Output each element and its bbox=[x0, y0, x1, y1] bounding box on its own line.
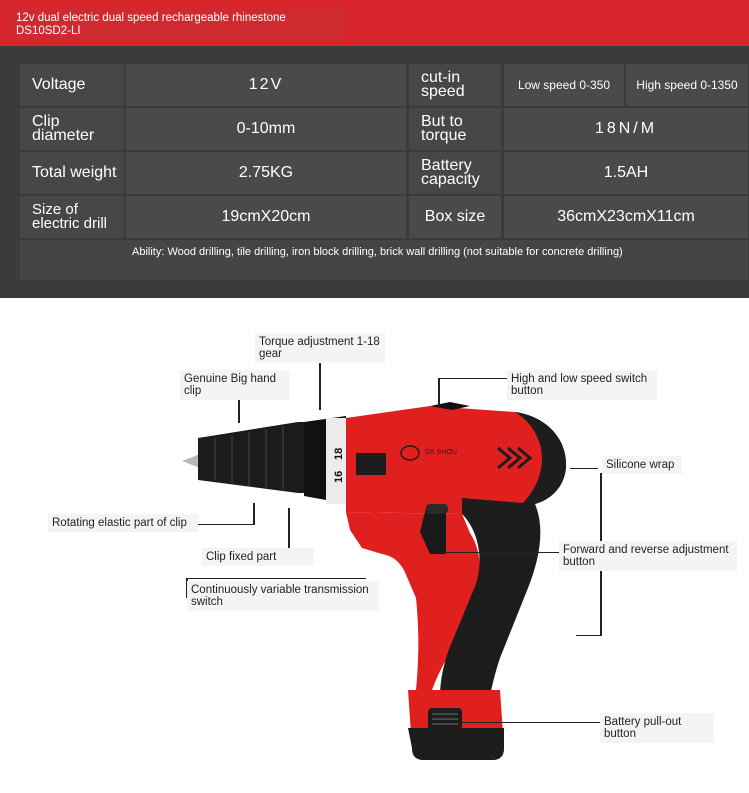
clip-value: 0-10mm bbox=[126, 108, 406, 150]
callout-big-hand-clip: Genuine Big hand clip bbox=[180, 370, 290, 400]
spec-row-size bbox=[20, 196, 748, 238]
box-value: 36cmX23cmX11cm bbox=[504, 196, 748, 238]
low-speed-value: Low speed 0-350 bbox=[504, 64, 624, 106]
leader-rotating-v bbox=[253, 503, 255, 525]
ability-note: Ability: Wood drilling, tile drilling, iron block drilling, brick wall drilling (not suitable for concrete drilling) bbox=[20, 240, 748, 280]
callout-continuous-switch: Continuously variable transmission switch bbox=[187, 581, 379, 611]
torque-label: But to torque bbox=[409, 108, 501, 150]
callout-battery-pull: Battery pull-out button bbox=[600, 713, 714, 743]
high-speed-value: High speed 0-1350 bbox=[626, 64, 748, 106]
clip-label: Clip diameter bbox=[20, 108, 124, 150]
leader-cont-h bbox=[186, 578, 366, 579]
weight-label: Total weight bbox=[20, 152, 124, 194]
leader-speed-v bbox=[438, 378, 440, 408]
collar-number-18: 18 bbox=[333, 447, 345, 460]
brand-text: DX SHOU bbox=[425, 449, 457, 456]
leader-silicone-h2 bbox=[576, 635, 602, 636]
battery-value: 1.5AH bbox=[504, 152, 748, 194]
callout-silicone-wrap: Silicone wrap bbox=[602, 456, 682, 474]
torque-value: 18N/M bbox=[504, 108, 748, 150]
callout-clip-fixed: Clip fixed part bbox=[202, 548, 314, 566]
cutin-label: cut-in speed bbox=[409, 64, 501, 106]
collar-number-16: 16 bbox=[333, 470, 345, 483]
title-band bbox=[0, 0, 749, 46]
callout-high-low-switch: High and low speed switch button bbox=[507, 370, 657, 400]
leader-battery bbox=[462, 722, 600, 723]
callout-forward-reverse: Forward and reverse adjustment button bbox=[559, 541, 737, 571]
front-vent bbox=[356, 453, 386, 475]
spec-row-weight bbox=[20, 152, 748, 194]
leader-rotating-h bbox=[196, 524, 254, 525]
weight-value: 2.75KG bbox=[126, 152, 406, 194]
box-label: Box size bbox=[409, 196, 501, 238]
size-value: 19cmX20cm bbox=[126, 196, 406, 238]
voltage-label: Voltage bbox=[20, 64, 124, 106]
title-line-2: DS10SD2-LI bbox=[16, 25, 81, 37]
drill-illustration bbox=[0, 298, 749, 793]
title-line-1: 12v dual electric dual speed rechargeable rhinestone bbox=[16, 12, 286, 24]
drill-bit bbox=[182, 454, 200, 468]
torque-scale bbox=[326, 418, 346, 504]
leader-clip-fixed bbox=[288, 508, 290, 548]
product-title bbox=[10, 8, 345, 40]
voltage-value: 12V bbox=[126, 64, 406, 106]
size-label: Size of electric drill bbox=[20, 196, 124, 238]
battery-label: Battery capacity bbox=[409, 152, 501, 194]
spec-row-voltage bbox=[20, 64, 748, 106]
spec-row-clip bbox=[20, 108, 748, 150]
spec-panel bbox=[0, 0, 749, 298]
battery-base bbox=[408, 728, 504, 760]
callout-torque-adjustment: Torque adjustment 1-18 gear bbox=[255, 333, 385, 363]
callout-rotating-clip: Rotating elastic part of clip bbox=[48, 514, 198, 532]
leader-silicone bbox=[570, 468, 598, 469]
chuck bbox=[198, 422, 306, 493]
reverse-button bbox=[426, 504, 448, 514]
